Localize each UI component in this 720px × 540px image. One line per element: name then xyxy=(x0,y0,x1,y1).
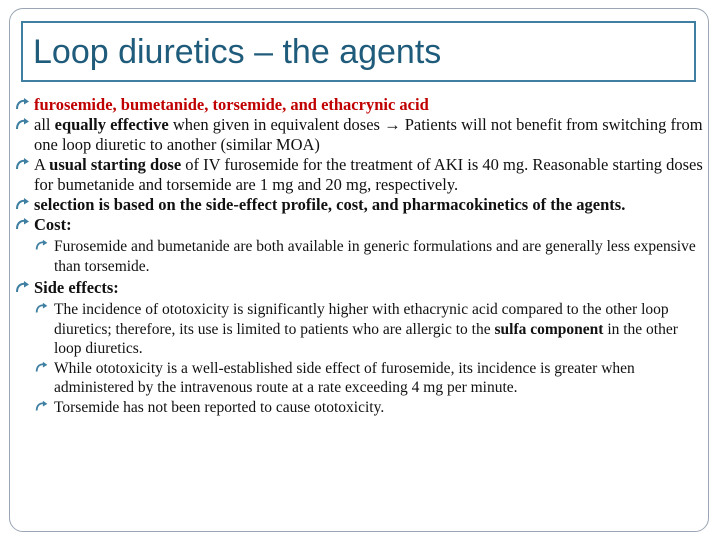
cost-detail-text: Furosemide and bumetanide are both available in generic formulations and are generally less expensive than torsemide. xyxy=(54,238,696,275)
bullet-icon xyxy=(14,216,32,234)
bullet-icon xyxy=(34,360,52,378)
bullet-side-effects xyxy=(14,278,708,298)
text-segment: of IV furosemide for the treatment of AKI is 40 mg. Reasonable starting doses for bumetanide and torsemide are 1 mg and 20 mg, respectively. xyxy=(34,155,703,194)
bullet-icon xyxy=(14,96,32,114)
text-segment: in the other loop diuretics. xyxy=(54,320,678,357)
bullet-icon xyxy=(14,279,32,297)
bullet-icon xyxy=(14,116,32,134)
bullet-icon xyxy=(34,238,52,256)
emphasis-text: equally effective xyxy=(54,115,169,134)
bullet-selection xyxy=(14,195,708,215)
bullet-agents xyxy=(14,95,708,115)
slide-title: Loop diuretics – the agents xyxy=(33,33,442,71)
right-arrow-icon: → xyxy=(384,115,401,134)
bullet-cost xyxy=(14,215,708,235)
cost-label: Cost: xyxy=(34,215,72,234)
side-effects-label: Side effects: xyxy=(34,278,119,297)
furosemide-ototoxicity-text: While ototoxicity is a well-established side effect of furosemide, its incidence is greater when administered by the intravenous route at a rate exceeding 4 mg per minute. xyxy=(54,359,635,396)
text-segment: all xyxy=(34,115,55,134)
emphasis-text: usual starting dose xyxy=(49,155,182,174)
agents-list-text: furosemide, bumetanide, torsemide, and ethacrynic acid xyxy=(34,95,429,114)
sub-bullet-torsemide xyxy=(34,398,708,418)
text-segment: The incidence of ototoxicity is significantly higher with ethacrynic acid compared to the other loop diuretics; therefore, its use is limited to patients who are allergic to the xyxy=(54,301,669,338)
bullet-icon xyxy=(14,196,32,214)
torsemide-text: Torsemide has not been reported to cause ototoxicity. xyxy=(54,398,385,416)
text-segment: Patients will not benefit from switching from one loop diuretic to another (similar MOA) xyxy=(34,115,703,154)
bullet-icon xyxy=(34,399,52,417)
bullet-icon xyxy=(14,156,32,174)
bullet-icon xyxy=(34,301,52,319)
bullet-list xyxy=(14,95,708,417)
title-box xyxy=(21,21,696,82)
sub-bullet-furosemide-ototoxicity xyxy=(34,359,708,398)
sub-bullet-ethacrynic xyxy=(34,300,708,359)
text-segment: A xyxy=(34,155,50,174)
selection-text: selection is based on the side-effect profile, cost, and pharmacokinetics of the agents. xyxy=(34,195,626,214)
bullet-equally-effective xyxy=(14,115,708,155)
emphasis-text: sulfa component xyxy=(494,320,604,338)
bullet-starting-dose xyxy=(14,155,708,195)
text-segment: when given in equivalent doses xyxy=(168,115,385,134)
sub-bullet-cost xyxy=(34,237,708,276)
